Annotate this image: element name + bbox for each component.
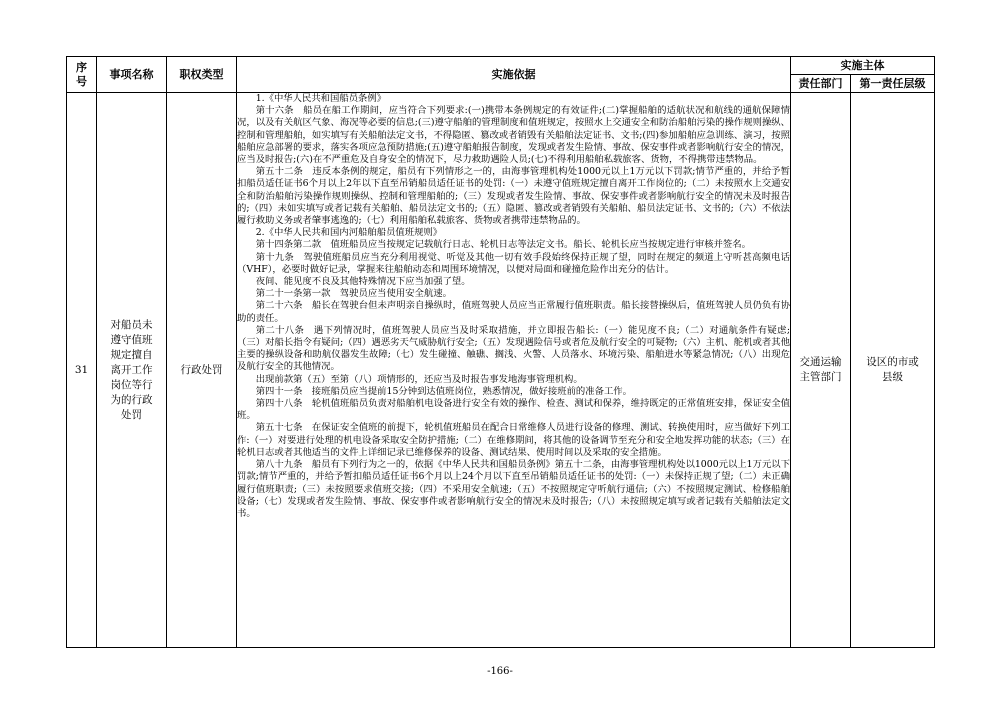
dept-text: 交通运输主管部门 (799, 356, 842, 383)
basis-paragraph: 第二十八条 遇下列情况时，值班驾驶人员应当及时采取措施，并立即报告船长:（一）能见度不良;（二）对通航条件有疑虑;（三）对船长指令有疑问;（四）遇恶劣天气威胁航行安全;（五）发现遇险信号或者危及航行安全的可疑物;（六）主机、舵机或者其他主要的操纵设备和助航仪器发生故障;（七）发生碰撞、触礁、搁浅、火警、人员落水、环境污染、船舶进水等紧急情况;（八）出现危及航行安全的其他情况。 (237, 324, 790, 373)
table-row (67, 93, 935, 648)
header-basis: 实施依据 (237, 57, 791, 93)
row-basis (237, 93, 791, 648)
basis-paragraph: 1.《中华人民共和国船员条例》 (255, 93, 387, 104)
header-level: 第一责任层级 (851, 75, 935, 93)
row-level (851, 93, 935, 648)
level-text: 设区的市或县级 (866, 356, 919, 383)
basis-paragraph: 第十六条 船员在船工作期间，应当符合下列要求:(一)携带本条例规定的有效证件;(二)掌握船舶的适航状况和航线的通航保障情况，以及有关航区气象、海况等必要的信息;(三)遵守船舶的管理制度和值班规定，按照水上交通安全和防治船舶污染的操作规则操纵、控制和管理船舶，如实填写有关船舶法定文书，不得隐匿、篡改或者销毁有关船舶法定证书、文书;(四)参加船舶应急训练、演习，按照船舶应急部署的要求，落实各项应急预防措施;(五)遵守船舶报告制度，发现或者发生险情、事故、保安事件或者影响航行安全的情况，应当及时报告;(六)在不严重危及自身安全的情况下，尽力救助遇险人员;(七)不得利用船舶私载旅客、货物，不得携带违禁物品。 (237, 105, 790, 166)
basis-paragraph: 第四十一条 接班船员应当提前15分钟到达值班岗位，熟悉情况，做好接班前的准备工作。 (255, 385, 632, 397)
header-dept: 责任部门 (791, 75, 851, 93)
row-power-type: 行政处罚 (167, 93, 237, 648)
basis-paragraph: 出现前款第（五）至第（八）项情形的，还应当及时报告事发地海事管理机构。 (255, 373, 583, 385)
basis-paragraph: 夜间、能见度不良及其他特殊情况下应当加强了望。 (255, 276, 471, 288)
page-number: -166- (487, 666, 513, 677)
header-subject: 实施主体 (791, 57, 935, 75)
basis-paragraph: 第八十九条 船员有下列行为之一的，依据《中华人民共和国船员条例》第五十二条，由海事管理机构处以1000元以上1万元以下罚款;情节严重的，并给予暂扣船员适任证书6个月以上24个月以下直至吊销船员适任证书的处罚:（一）未保持正规了望;（二）未正确履行值班职责;（三）未按照要求值班交接;（四）不采用安全航速;（五）不按照规定守听航行通信;（六）不按照规定测试、检修船舶设备;（七）发现或者发生险情、事故、保安事件或者影响航行安全的情况未及时报告;（八）未按照规定填写或者记载有关船舶法定文书。 (237, 459, 790, 519)
header-item-name: 事项名称 (97, 57, 167, 93)
basis-paragraph: 第十四条第二款 值班船员应当按规定记载航行日志、轮机日志等法定文书。船长、轮机长应当按规定进行审核并签名。 (255, 239, 751, 251)
basis-paragraph: 第五十二条 违反本条例的规定，船员有下列情形之一的，由海事管理机构处1000元以上1万元以下罚款;情节严重的，并给予暂扣船员适任证书6个月以上2年以下直至吊销船员适任证书的处罚:（一）未遵守值班规定擅自离开工作岗位的;（二）未按照水上交通安全和防治船舶污染操作规则操纵、控制和管理船舶的;（三）发现或者发生险情、事故、保安事件或者影响航行安全的情况未及时报告的;（四）未如实填写或者记载有关船舶、船员法定文书的;（五）隐匿、篡改或者销毁有关船舶、船员法定证书、文书的;（六）不依法履行救助义务或者肇事逃逸的;（七）利用船舶私载旅客、货物或者携带违禁物品的。 (237, 166, 790, 227)
basis-paragraph: 2.《中华人民共和国内河船舶船员值班规则》 (255, 227, 443, 239)
basis-paragraph: 第二十六条 船长在驾驶台但未声明亲自操纵时，值班驾驶人员应当正常履行值班职责。船长接替操纵后，值班驾驶人员仍负有协助的责任。 (237, 300, 790, 324)
row-seq: 31 (67, 93, 97, 648)
row-dept (791, 93, 851, 648)
row-item-name (97, 93, 167, 648)
header-power-type: 职权类型 (167, 57, 237, 93)
basis-paragraph: 第二十一条第一款 驾驶员应当使用安全航速。 (255, 288, 452, 300)
item-name-text: 对船员未遵守值班规定擅自离开工作岗位等行为的行政处罚 (110, 318, 153, 421)
enforcement-table (66, 56, 935, 648)
header-seq: 序号 (67, 57, 97, 93)
basis-paragraph: 第十九条 驾驶值班船员应当充分利用视觉、听觉及其他一切有效手段始终保持正规了望，同时在规定的频道上守听甚高频电话（VHF），必要时做好记录，掌握来往船舶动态和周围环境情况，以便对局面和碰撞危险作出充分的估计。 (237, 251, 790, 275)
basis-paragraph: 第四十八条 轮机值班船员负责对船舶机电设备进行安全有效的操作、检查、测试和保养，维持既定的正常值班安排，保证安全值班。 (237, 398, 790, 422)
basis-paragraph: 第五十七条 在保证安全值班的前提下，轮机值班船员在配合日常维修人员进行设备的修理、测试、转换使用时，应当做好下列工作:（一）对要进行处理的机电设备采取安全防护措施;（二）在维修期间，将其他的设备调节至充分和安全地发挥功能的状态;（三）在轮机日志或者其他适当的文件上详细记录已维修保养的设备、测试结果、使用时间以及采取的安全措施。 (237, 422, 790, 458)
